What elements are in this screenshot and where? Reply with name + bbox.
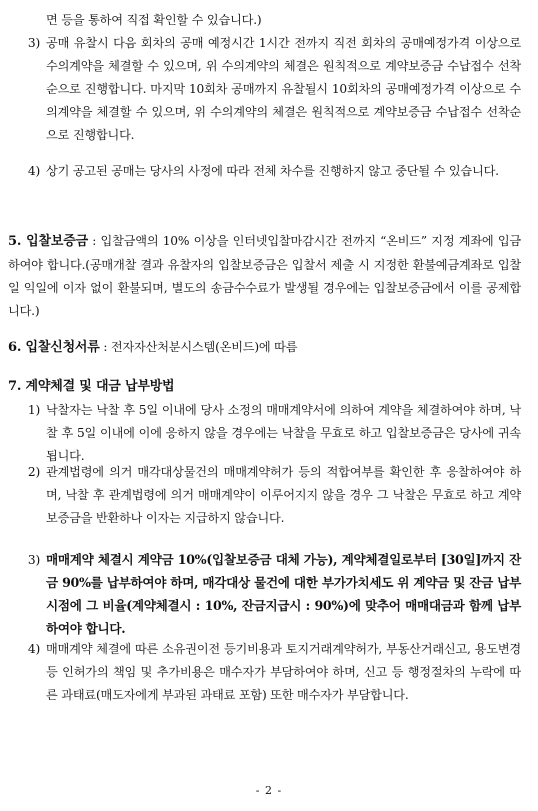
section-body: : 전자자산처분시스템(온비드)에 따름 (99, 340, 298, 354)
item-number: 4) (27, 164, 40, 178)
item-number: 1) (27, 403, 40, 417)
section-heading: 5. 입찰보증금 (8, 234, 88, 249)
intro-continuation: 면 등을 통하여 직접 확인할 수 있습니다.) (46, 13, 262, 27)
item-number: 3) (27, 553, 40, 567)
item-text: 관계법령에 의거 매각대상물건의 매매계약허가 등의 적합여부를 확인한 후 응찰하여야 하며, 낙찰 후 관계법령에 의거 매매계약이 이루어지지 않을 경우 그 낙찰은 무효로 하고 계약보증금을 반환하나 이자는 지급하지 않습니다. (46, 465, 521, 525)
item-text: 낙찰자는 낙찰 후 5일 이내에 당사 소정의 매매계약서에 의하여 계약을 체결하여야 하며, 낙찰 후 5일 이내에 이에 응하지 않을 경우에는 낙찰을 무효로 하고 입찰보증금은 당사에 귀속됩니다. (46, 403, 521, 463)
section-heading: 7. 계약체결 및 대금 납부방법 (8, 379, 175, 394)
page-number: - 2 - (255, 784, 283, 797)
item-text: 매매계약 체결에 따른 소유권이전 등기비용과 토지거래계약허가, 부동산거래신고, 용도변경 등 인허가의 책임 및 추가비용은 매수자가 부담하여야 하며, 신고 등 행정절차의 누락에 따른 과태료(매도자에게 부과된 과태료 포함) 또한 매수자가 부담합니다. (46, 642, 521, 702)
section-paragraph (8, 230, 521, 323)
item-text: 상기 공고된 공매는 당사의 사정에 따라 전체 차수를 진행하지 않고 중단될 수 있습니다. (46, 164, 499, 178)
item-text: 공매 유찰시 다음 회차의 공매 예정시간 1시간 전까지 직전 회차의 공매예정가격 이상으로 수의계약을 체결할 수 있으며, 위 수의계약의 체결은 원칙적으로 계약보증금 수납접수 선착순으로 진행합니다. 마지막 10회차 공매까지 유찰될시 10회차의 공매예정가격 이상으로 수의계약을 체결할 수 있으며, 위 수의계약의 체결은 원칙적으로 계약보증금 수납접수 선착순으로 진행합니다. (46, 36, 521, 142)
section-paragraph (8, 336, 521, 360)
section-body: : 입찰금액의 10% 이상을 인터넷입찰마감시간 전까지 “온비드” 지정 계좌에 입금하여야 합니다.(공매개찰 결과 유찰자의 입찰보증금은 입찰서 제출 시 지정한 환불예금계좌로 입찰일 익일에 이자 없이 환불되며, 별도의 송금수수료가 발생될 경우에는 입찰보증금에서 이를 공제합니다.) (8, 234, 521, 318)
item-number: 2) (27, 465, 40, 479)
item-number: 3) (27, 36, 40, 50)
section-heading: 6. 입찰신청서류 (8, 340, 100, 355)
item-text: 매매계약 체결시 계약금 10%(입찰보증금 대체 가능), 계약체결일로부터 [30일]까지 잔금 90%를 납부하여야 하며, 매각대상 물건에 대한 부가가치세도 위 계약금 및 잔금 납부시점에 그 비율(계약체결시 : 10%, 잔금지급시 : 90%)에 맞추어 매매대금과 함께 납부하여야 합니다. (46, 552, 521, 636)
item-number: 4) (27, 642, 40, 656)
